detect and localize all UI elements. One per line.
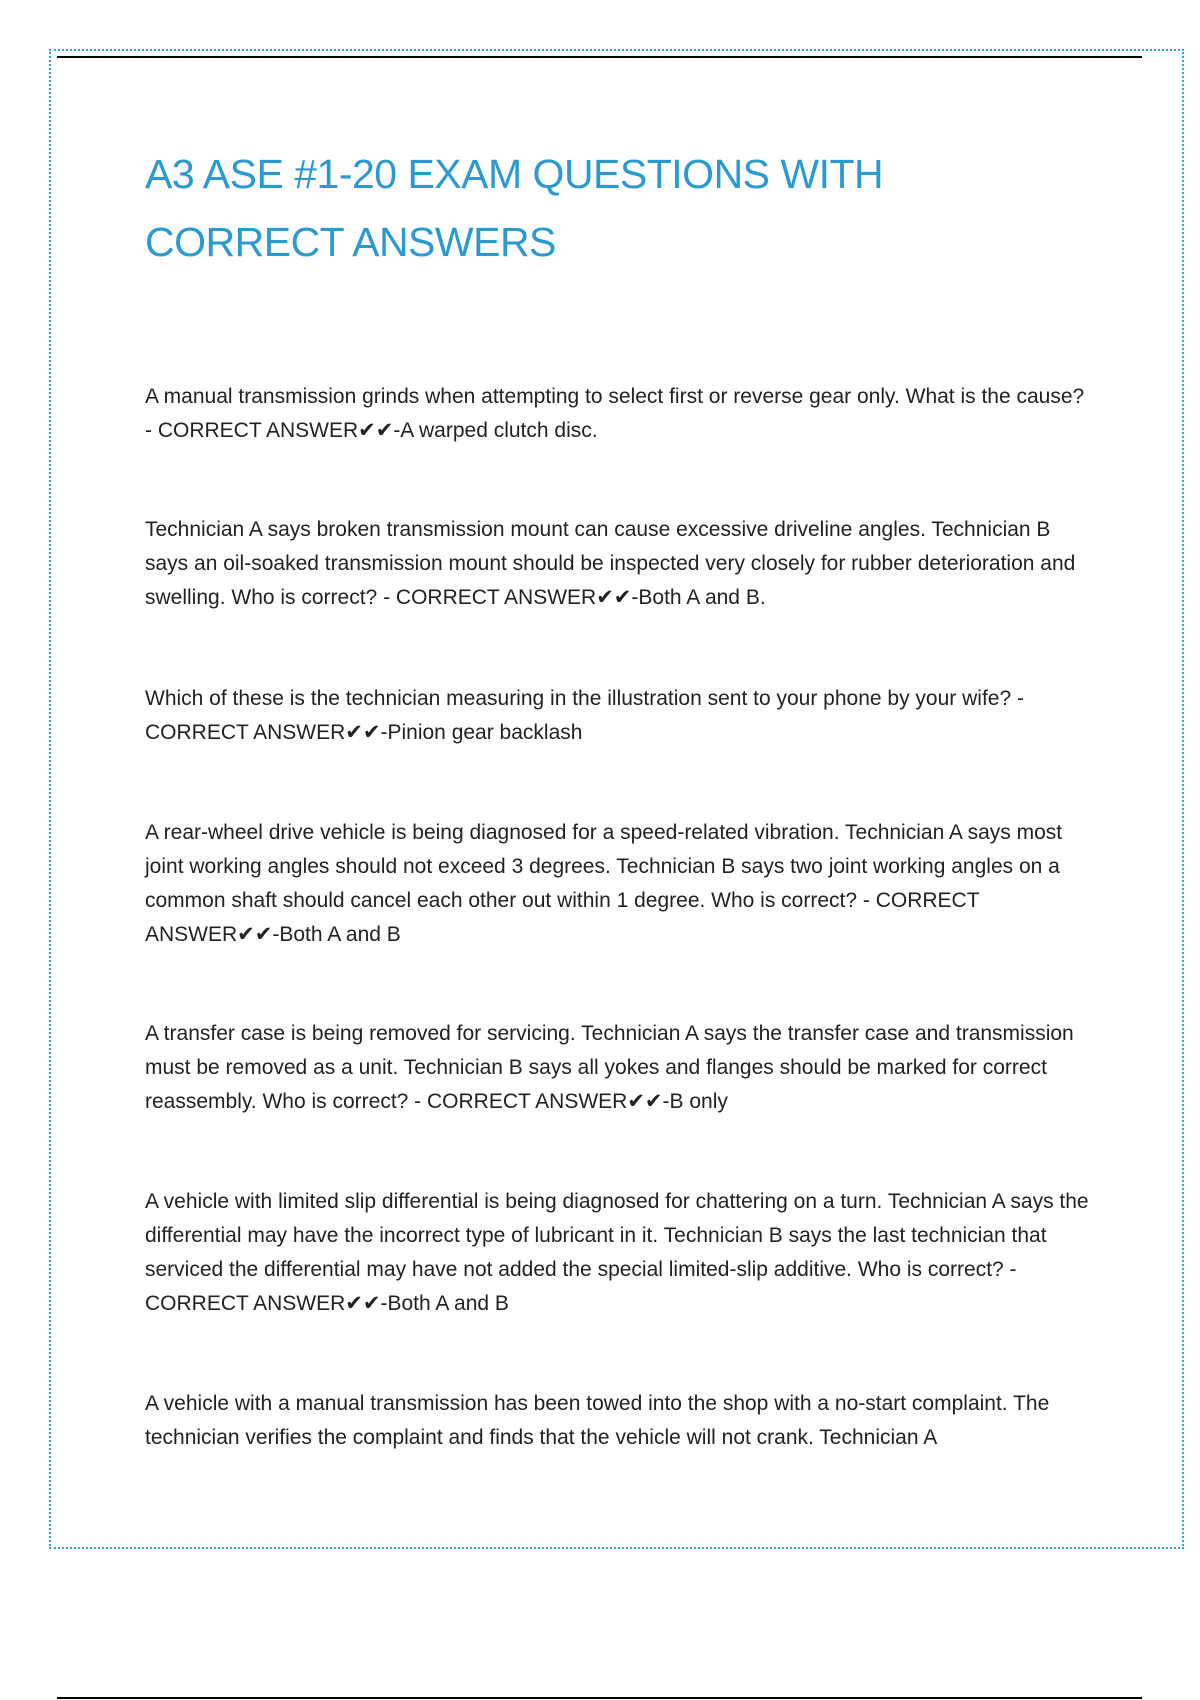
- question-answer-1: A manual transmission grinds when attempting to select first or reverse gear only. What is the cause? - CORRECT ANSWER✔✔-A warped clutch disc.: [145, 385, 1085, 442]
- question-answer-5: A transfer case is being removed for servicing. Technician A says the transfer case and transmission must be removed as a unit. Technician B says all yokes and flanges should be marked for correct reassembly. Who is correct? - CORRECT ANSWER✔✔-B only: [145, 1022, 1074, 1113]
- question-answer-2: Technician A says broken transmission mount can cause excessive driveline angles. Technician B says an oil-soaked transmission mount should be inspected very closely for rubber deterioration and swelling. Who is correct? - CORRECT ANSWER✔✔-Both A and B.: [145, 518, 1076, 609]
- document-title: [145, 140, 1045, 276]
- question-answer-3: Which of these is the technician measuring in the illustration sent to your phone by your wife? - CORRECT ANSWER✔✔-Pinion gear backlash: [145, 687, 1024, 744]
- title-line-2: CORRECT ANSWERS: [145, 219, 556, 265]
- title-line-1: A3 ASE #1-20 EXAM QUESTIONS WITH: [145, 151, 884, 197]
- question-answer-7: A vehicle with a manual transmission has been towed into the shop with a no-start complaint. The technician verifies the complaint and finds that the vehicle will not crank. Technician A: [145, 1392, 1050, 1449]
- question-answer-4: A rear-wheel drive vehicle is being diagnosed for a speed-related vibration. Technician A says most joint working angles should not exceed 3 degrees. Technician B says two joint working angles on a common shaft should cancel each other out within 1 degree. Who is correct? - CORRECT ANSWER✔✔-Both A and B: [145, 821, 1063, 946]
- question-answer-6: A vehicle with limited slip differential is being diagnosed for chattering on a turn. Technician A says the differential may have the incorrect type of lubricant in it. Technician B says the last technician that serviced the differential may have not added the special limited-slip additive. Who is correct? - CORRECT ANSWER✔✔-Both A and B: [145, 1190, 1089, 1315]
- header-rule: [57, 56, 1142, 58]
- footer-rule: [57, 1697, 1142, 1699]
